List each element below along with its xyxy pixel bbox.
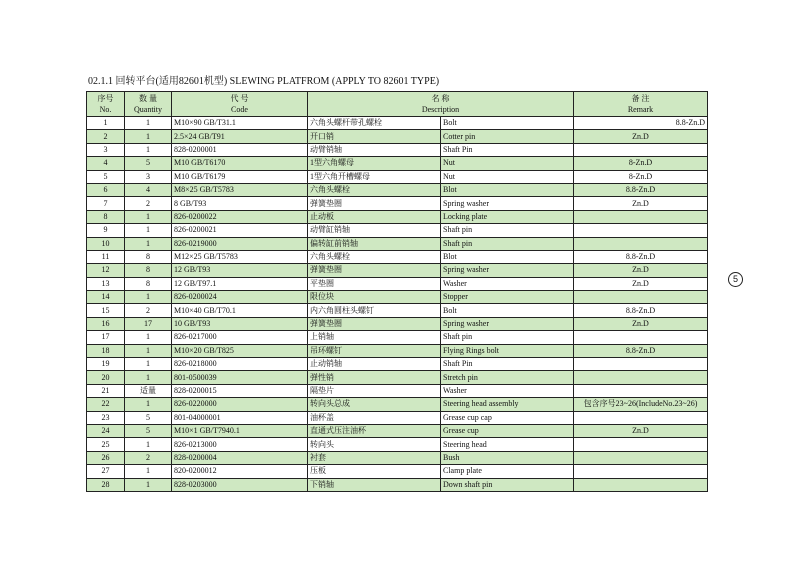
row-name-cn: 1型六角开槽螺母 bbox=[308, 170, 441, 183]
row-no: 1 bbox=[87, 117, 125, 130]
row-name-cn: 油杯盖 bbox=[308, 411, 441, 424]
row-name-en: Locking plate bbox=[441, 210, 574, 223]
row-name-cn: 动臂销轴 bbox=[308, 143, 441, 156]
row-remark: 8.8-Zn.D bbox=[574, 183, 708, 196]
row-no: 6 bbox=[87, 183, 125, 196]
table-row bbox=[87, 451, 708, 464]
row-no: 4 bbox=[87, 157, 125, 170]
row-code: 826-0200024 bbox=[172, 291, 308, 304]
row-quantity: 8 bbox=[125, 277, 172, 290]
row-no: 3 bbox=[87, 143, 125, 156]
row-no: 24 bbox=[87, 424, 125, 437]
row-remark: 包含序号23~26(IncludeNo.23~26) bbox=[574, 398, 708, 411]
row-name-cn: 六角头螺栓 bbox=[308, 183, 441, 196]
row-quantity: 1 bbox=[125, 478, 172, 491]
row-code: M10×40 GB/T70.1 bbox=[172, 304, 308, 317]
row-name-en: Steering head assembly bbox=[441, 398, 574, 411]
row-remark bbox=[574, 210, 708, 223]
row-code: M8×25 GB/T5783 bbox=[172, 183, 308, 196]
row-quantity: 1 bbox=[125, 130, 172, 143]
row-remark bbox=[574, 465, 708, 478]
table-row bbox=[87, 250, 708, 263]
row-remark: Zn.D bbox=[574, 277, 708, 290]
table-row bbox=[87, 478, 708, 491]
header-description: 名 称 Description bbox=[308, 92, 574, 117]
row-code: M10 GB/T6170 bbox=[172, 157, 308, 170]
row-name-cn: 内六角圆柱头螺钉 bbox=[308, 304, 441, 317]
row-quantity: 2 bbox=[125, 451, 172, 464]
table-header bbox=[87, 92, 708, 117]
row-no: 5 bbox=[87, 170, 125, 183]
table-row bbox=[87, 157, 708, 170]
row-remark: Zn.D bbox=[574, 317, 708, 330]
table-row bbox=[87, 398, 708, 411]
row-name-cn: 上销轴 bbox=[308, 331, 441, 344]
row-no: 10 bbox=[87, 237, 125, 250]
row-remark bbox=[574, 411, 708, 424]
row-name-en: Down shaft pin bbox=[441, 478, 574, 491]
row-remark bbox=[574, 291, 708, 304]
row-quantity: 1 bbox=[125, 224, 172, 237]
row-code: 2.5×24 GB/T91 bbox=[172, 130, 308, 143]
row-quantity: 2 bbox=[125, 197, 172, 210]
row-code: 820-0200012 bbox=[172, 465, 308, 478]
row-name-en: Blot bbox=[441, 183, 574, 196]
row-remark: 8.8-Zn.D bbox=[574, 304, 708, 317]
row-quantity: 1 bbox=[125, 398, 172, 411]
table-row bbox=[87, 317, 708, 330]
row-remark bbox=[574, 331, 708, 344]
row-name-en: Washer bbox=[441, 277, 574, 290]
row-remark: Zn.D bbox=[574, 264, 708, 277]
row-remark bbox=[574, 451, 708, 464]
table-row bbox=[87, 224, 708, 237]
row-name-cn: 六角头螺杆带孔螺栓 bbox=[308, 117, 441, 130]
header-code: 代 号 Code bbox=[172, 92, 308, 117]
row-name-cn: 限位块 bbox=[308, 291, 441, 304]
row-quantity: 8 bbox=[125, 250, 172, 263]
row-name-cn: 止动板 bbox=[308, 210, 441, 223]
row-no: 7 bbox=[87, 197, 125, 210]
row-name-cn: 弹性销 bbox=[308, 371, 441, 384]
row-quantity: 5 bbox=[125, 424, 172, 437]
row-name-en: Shaft pin bbox=[441, 224, 574, 237]
row-name-en: Nut bbox=[441, 157, 574, 170]
header-no: 序号 No. bbox=[87, 92, 125, 117]
row-code: M10 GB/T6179 bbox=[172, 170, 308, 183]
row-name-en: Shaft Pin bbox=[441, 358, 574, 371]
row-remark: Zn.D bbox=[574, 197, 708, 210]
row-no: 22 bbox=[87, 398, 125, 411]
row-quantity: 1 bbox=[125, 438, 172, 451]
table-row bbox=[87, 291, 708, 304]
row-no: 15 bbox=[87, 304, 125, 317]
row-name-cn: 转向头 bbox=[308, 438, 441, 451]
row-code: 8 GB/T93 bbox=[172, 197, 308, 210]
row-name-en: Steering head bbox=[441, 438, 574, 451]
row-code: 826-0200022 bbox=[172, 210, 308, 223]
table-row bbox=[87, 264, 708, 277]
row-remark: Zn.D bbox=[574, 130, 708, 143]
row-quantity: 8 bbox=[125, 264, 172, 277]
row-name-en: Spring washer bbox=[441, 197, 574, 210]
table-row bbox=[87, 384, 708, 397]
row-code: M12×25 GB/T5783 bbox=[172, 250, 308, 263]
table-row bbox=[87, 210, 708, 223]
row-no: 25 bbox=[87, 438, 125, 451]
row-no: 11 bbox=[87, 250, 125, 263]
row-remark: 8.8-Zn.D bbox=[574, 250, 708, 263]
row-no: 16 bbox=[87, 317, 125, 330]
row-remark bbox=[574, 237, 708, 250]
row-quantity: 3 bbox=[125, 170, 172, 183]
row-name-en: Spring washer bbox=[441, 264, 574, 277]
row-no: 27 bbox=[87, 465, 125, 478]
row-name-cn: 开口销 bbox=[308, 130, 441, 143]
row-quantity: 1 bbox=[125, 291, 172, 304]
table-row bbox=[87, 344, 708, 357]
row-name-en: Shaft Pin bbox=[441, 143, 574, 156]
row-name-en: Cotter pin bbox=[441, 130, 574, 143]
section-title: 02.1.1 回转平台(适用82601机型) SLEWING PLATFROM (APPLY TO 82601 TYPE) bbox=[88, 76, 440, 87]
row-no: 21 bbox=[87, 384, 125, 397]
row-code: 10 GB/T93 bbox=[172, 317, 308, 330]
header-remark: 备 注 Remark bbox=[574, 92, 708, 117]
table-row bbox=[87, 424, 708, 437]
row-no: 28 bbox=[87, 478, 125, 491]
table-row bbox=[87, 183, 708, 196]
row-remark: 8-Zn.D bbox=[574, 170, 708, 183]
row-name-cn: 直通式压注油杯 bbox=[308, 424, 441, 437]
row-no: 26 bbox=[87, 451, 125, 464]
row-code: M10×20 GB/T825 bbox=[172, 344, 308, 357]
row-quantity: 1 bbox=[125, 465, 172, 478]
row-quantity: 4 bbox=[125, 183, 172, 196]
page-number-badge: 5 bbox=[728, 272, 743, 287]
table-row bbox=[87, 358, 708, 371]
row-name-en: Stopper bbox=[441, 291, 574, 304]
row-no: 17 bbox=[87, 331, 125, 344]
table-row bbox=[87, 371, 708, 384]
row-code: 12 GB/T93 bbox=[172, 264, 308, 277]
row-quantity: 5 bbox=[125, 157, 172, 170]
row-remark bbox=[574, 478, 708, 491]
row-code: 828-0200001 bbox=[172, 143, 308, 156]
table-row bbox=[87, 277, 708, 290]
table-row bbox=[87, 130, 708, 143]
row-quantity: 1 bbox=[125, 358, 172, 371]
row-name-cn: 六角头螺栓 bbox=[308, 250, 441, 263]
table-row bbox=[87, 304, 708, 317]
row-code: 826-0220000 bbox=[172, 398, 308, 411]
row-no: 9 bbox=[87, 224, 125, 237]
row-quantity: 1 bbox=[125, 237, 172, 250]
row-name-en: Clamp plate bbox=[441, 465, 574, 478]
row-name-cn: 动臂缸销轴 bbox=[308, 224, 441, 237]
row-no: 2 bbox=[87, 130, 125, 143]
row-quantity: 1 bbox=[125, 344, 172, 357]
row-code: 826-0219000 bbox=[172, 237, 308, 250]
row-no: 14 bbox=[87, 291, 125, 304]
row-name-en: Grease cup bbox=[441, 424, 574, 437]
row-remark bbox=[574, 143, 708, 156]
row-no: 20 bbox=[87, 371, 125, 384]
row-name-en: Bush bbox=[441, 451, 574, 464]
row-quantity: 5 bbox=[125, 411, 172, 424]
row-no: 13 bbox=[87, 277, 125, 290]
row-remark bbox=[574, 384, 708, 397]
row-remark: 8.8-Zn.D bbox=[574, 344, 708, 357]
row-remark bbox=[574, 371, 708, 384]
row-quantity: 适量 bbox=[125, 384, 172, 397]
row-name-en: Stretch pin bbox=[441, 371, 574, 384]
row-name-cn: 压板 bbox=[308, 465, 441, 478]
row-name-en: Grease cup cap bbox=[441, 411, 574, 424]
row-code: 828-0200015 bbox=[172, 384, 308, 397]
row-name-en: Blot bbox=[441, 250, 574, 263]
row-remark: 8-Zn.D bbox=[574, 157, 708, 170]
row-name-en: Spring washer bbox=[441, 317, 574, 330]
row-name-cn: 隔垫片 bbox=[308, 384, 441, 397]
row-no: 8 bbox=[87, 210, 125, 223]
row-quantity: 2 bbox=[125, 304, 172, 317]
row-code: 826-0217000 bbox=[172, 331, 308, 344]
row-name-en: Nut bbox=[441, 170, 574, 183]
table-row bbox=[87, 170, 708, 183]
row-no: 12 bbox=[87, 264, 125, 277]
row-code: 826-0200021 bbox=[172, 224, 308, 237]
row-remark bbox=[574, 358, 708, 371]
row-code: M10×1 GB/T7940.1 bbox=[172, 424, 308, 437]
row-code: 828-0203000 bbox=[172, 478, 308, 491]
header-quantity: 数 量 Quantity bbox=[125, 92, 172, 117]
row-name-cn: 平垫圈 bbox=[308, 277, 441, 290]
row-no: 18 bbox=[87, 344, 125, 357]
row-quantity: 1 bbox=[125, 143, 172, 156]
row-name-en: Bolt bbox=[441, 304, 574, 317]
row-quantity: 1 bbox=[125, 331, 172, 344]
parts-table bbox=[86, 91, 708, 492]
table-row bbox=[87, 438, 708, 451]
row-name-en: Bolt bbox=[441, 117, 574, 130]
row-code: 12 GB/T97.1 bbox=[172, 277, 308, 290]
row-name-en: Flying Rings bolt bbox=[441, 344, 574, 357]
row-code: 826-0218000 bbox=[172, 358, 308, 371]
row-name-cn: 弹簧垫圈 bbox=[308, 317, 441, 330]
row-remark: 8.8-Zn.D bbox=[574, 117, 708, 130]
table-row bbox=[87, 117, 708, 130]
table-row bbox=[87, 411, 708, 424]
row-name-cn: 弹簧垫圈 bbox=[308, 197, 441, 210]
row-quantity: 1 bbox=[125, 210, 172, 223]
row-name-cn: 吊环螺钉 bbox=[308, 344, 441, 357]
row-name-en: Shaft pin bbox=[441, 237, 574, 250]
table-row bbox=[87, 331, 708, 344]
row-no: 19 bbox=[87, 358, 125, 371]
table-row bbox=[87, 465, 708, 478]
row-code: M10×90 GB/T31.1 bbox=[172, 117, 308, 130]
table-row bbox=[87, 237, 708, 250]
row-remark: Zn.D bbox=[574, 424, 708, 437]
row-quantity: 1 bbox=[125, 371, 172, 384]
table-row bbox=[87, 197, 708, 210]
row-code: 801-0500039 bbox=[172, 371, 308, 384]
row-name-cn: 下销轴 bbox=[308, 478, 441, 491]
row-name-cn: 止动销轴 bbox=[308, 358, 441, 371]
row-name-cn: 转向头总成 bbox=[308, 398, 441, 411]
row-name-cn: 衬套 bbox=[308, 451, 441, 464]
row-name-cn: 弹簧垫圈 bbox=[308, 264, 441, 277]
row-quantity: 17 bbox=[125, 317, 172, 330]
row-remark bbox=[574, 224, 708, 237]
row-no: 23 bbox=[87, 411, 125, 424]
row-quantity: 1 bbox=[125, 117, 172, 130]
row-name-en: Shaft pin bbox=[441, 331, 574, 344]
row-name-cn: 1型六角螺母 bbox=[308, 157, 441, 170]
row-code: 826-0213000 bbox=[172, 438, 308, 451]
row-name-en: Washer bbox=[441, 384, 574, 397]
table-row bbox=[87, 143, 708, 156]
row-remark bbox=[574, 438, 708, 451]
row-code: 801-04000001 bbox=[172, 411, 308, 424]
row-name-cn: 偏转缸前销轴 bbox=[308, 237, 441, 250]
row-code: 828-0200004 bbox=[172, 451, 308, 464]
